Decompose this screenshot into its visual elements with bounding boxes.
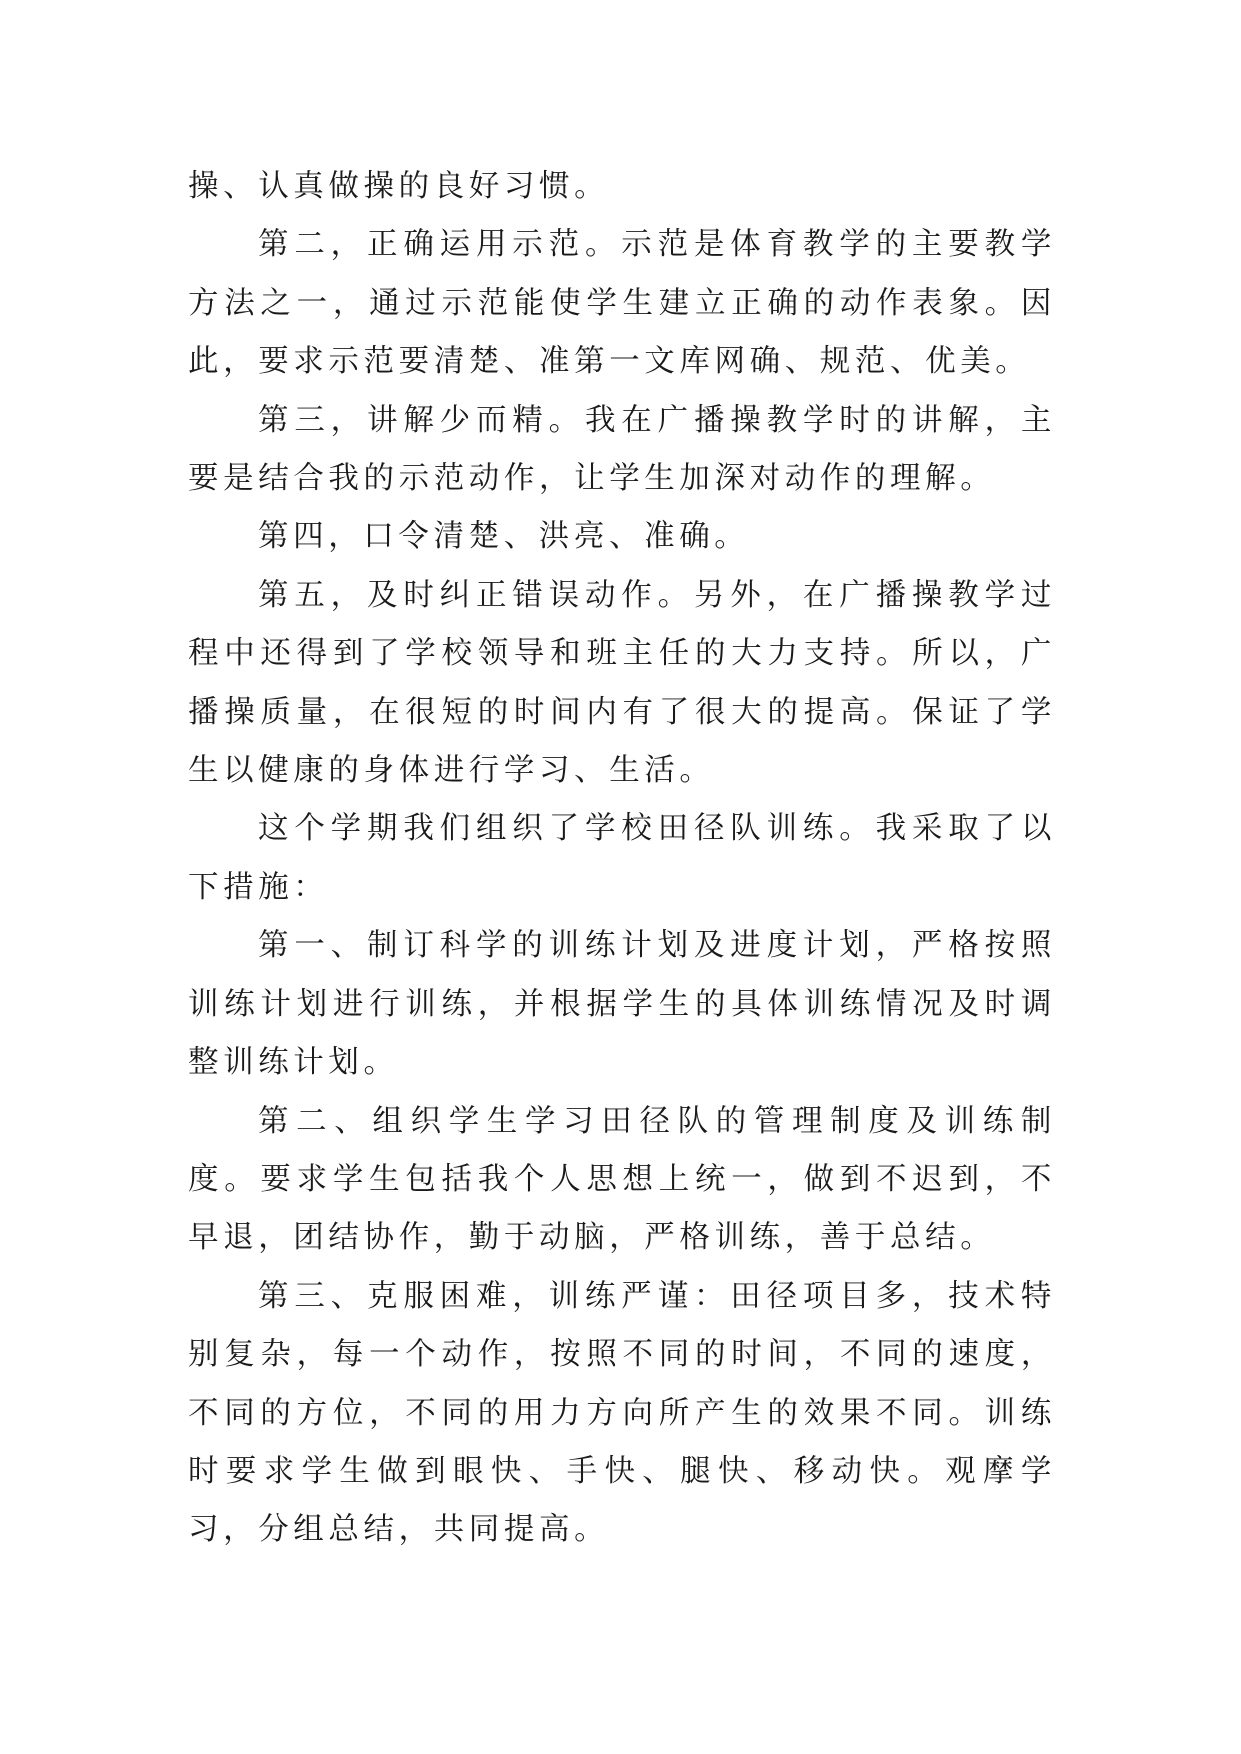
paragraph-track-team-intro: 这个学期我们组织了学校田径队训练。我采取了以下措施： [188, 811, 1056, 905]
document-body [188, 158, 1056, 1560]
paragraph-explanation: 第三，讲解少而精。我在广播操教学时的讲解，主要是结合我的示范动作，让学生加深对动作的理解。 [188, 402, 1056, 497]
paragraph-demonstration: 第二，正确运用示范。示范是体育教学的主要教学方法之一，通过示范能使学生建立正确的动作表象。因此，要求示范要清楚、准第一文库网确、规范、优美。 [188, 227, 1056, 380]
paragraph-training-plan: 第一、制订科学的训练计划及进度计划，严格按照训练计划进行训练，并根据学生的具体训练情况及时调整训练计划。 [188, 928, 1056, 1081]
paragraph-rigorous-training: 第三、克服困难，训练严谨：田径项目多，技术特别复杂，每一个动作，按照不同的时间，不同的速度，不同的方位，不同的用力方向所产生的效果不同。训练时要求学生做到眼快、手快、腿快、移动快。观摩学习，分组总结，共同提高。 [188, 1278, 1056, 1548]
paragraph-corrections: 第五，及时纠正错误动作。另外，在广播操教学过程中还得到了学校领导和班主任的大力支持。所以，广播操质量，在很短的时间内有了很大的提高。保证了学生以健康的身体进行学习、生活。 [188, 577, 1056, 789]
paragraph-commands: 第四，口令清楚、洪亮、准确。 [258, 519, 750, 555]
paragraph-continuation: 操、认真做操的良好习惯。 [188, 169, 610, 204]
paragraph-team-rules: 第二、组织学生学习田径队的管理制度及训练制度。要求学生包括我个人思想上统一，做到不迟到，不早退，团结协作，勤于动脑，严格训练，善于总结。 [188, 1103, 1056, 1256]
